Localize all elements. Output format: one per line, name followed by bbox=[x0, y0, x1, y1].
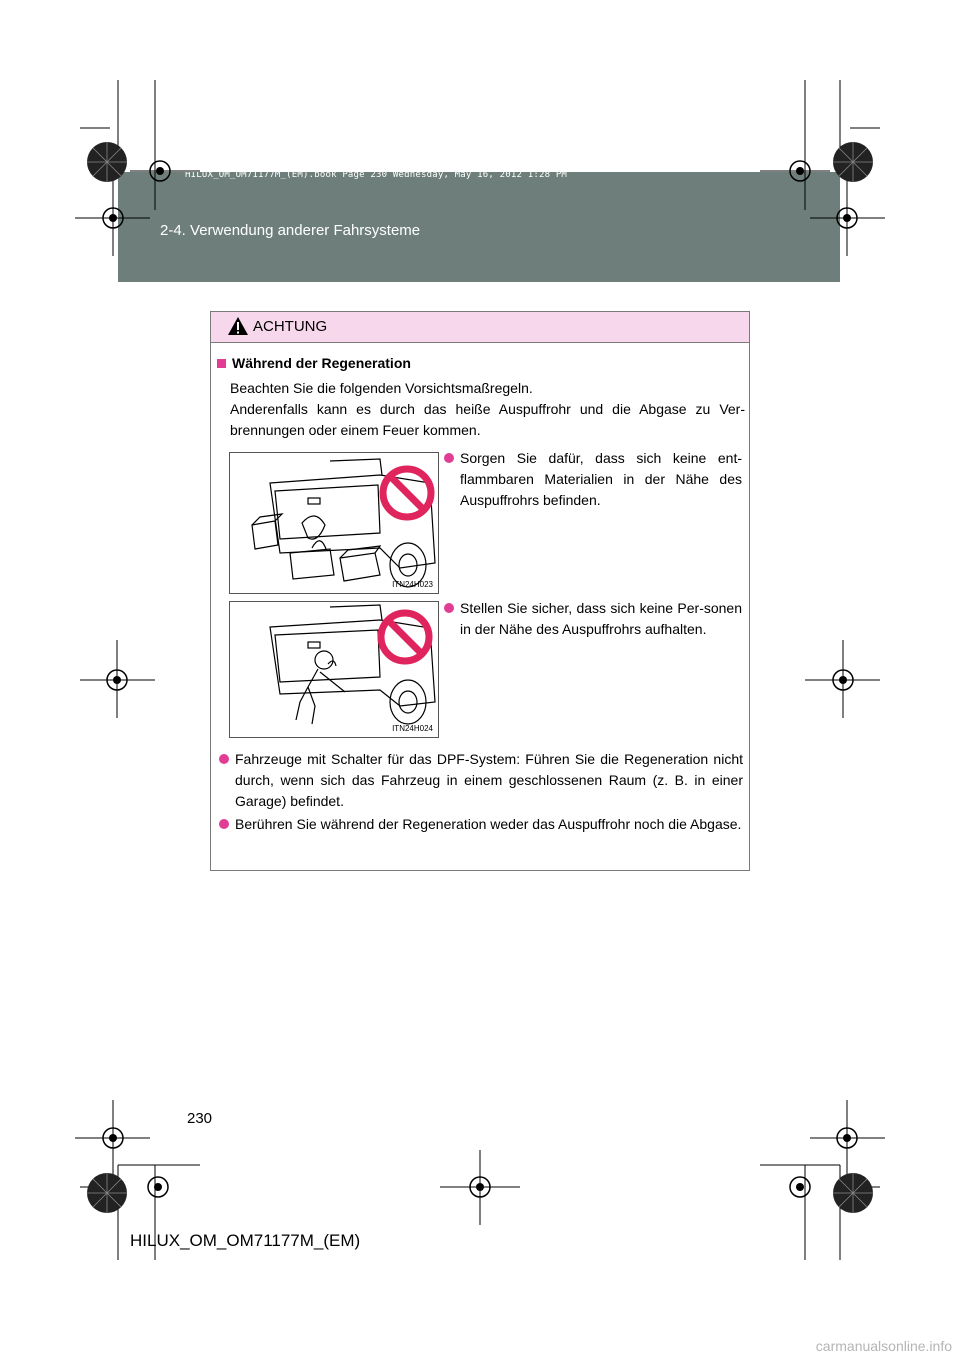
section-title: 2-4. Verwendung anderer Fahrsysteme bbox=[160, 222, 421, 239]
page-number: 230 bbox=[187, 1110, 213, 1127]
illustration-code: ITN24H023 bbox=[392, 580, 433, 589]
prohibition-icon bbox=[377, 609, 433, 665]
warning-box bbox=[210, 311, 750, 871]
intro-line-1: Beachten Sie die folgenden Vorsichtsmaßregeln. bbox=[230, 380, 533, 396]
list-item: Stellen Sie sicher, dass sich keine Per-sonen in der Nähe des Auspuffrohrs aufhalten. bbox=[444, 598, 742, 640]
section-heading bbox=[217, 355, 411, 371]
warning-label: ACHTUNG bbox=[253, 318, 328, 335]
watermark: carmanualsonline.info bbox=[815, 1338, 952, 1354]
list-item: Sorgen Sie dafür, dass sich keine ent-flammbaren Materialien in der Nähe des Auspuffrohrs befinden. bbox=[444, 448, 742, 511]
doc-code: HILUX_OM_OM71177M_(EM) bbox=[130, 1231, 361, 1250]
list-item: Fahrzeuge mit Schalter für das DPF-System: Führen Sie die Regeneration nicht durch, wenn sich das Fahrzeug in einem geschlossenen Raum (z. B. in einer Garage) befindet. bbox=[219, 749, 743, 812]
list-item: Berühren Sie während der Regeneration weder das Auspuffrohr noch die Abgase. bbox=[219, 814, 743, 835]
bullet-icon bbox=[219, 819, 229, 829]
bullet-icon bbox=[444, 603, 454, 613]
bullet-icon bbox=[444, 453, 454, 463]
illustration-code: ITN24H024 bbox=[392, 724, 433, 733]
prohibition-icon bbox=[379, 465, 435, 521]
square-bullet-icon bbox=[217, 359, 226, 368]
section-heading-text: Während der Regeneration bbox=[232, 355, 411, 371]
bullet-icon bbox=[219, 754, 229, 764]
intro-line-2: Anderenfalls kann es durch das heiße Auspuffrohr und die Abgase zu Ver-brennungen oder einem Feuer kommen. bbox=[230, 401, 745, 438]
warning-triangle-icon bbox=[227, 316, 249, 336]
book-stamp: HILUX_OM_OM71177M_(EM).book Page 230 Wednesday, May 16, 2012 1:28 PM bbox=[185, 170, 568, 180]
warning-header bbox=[211, 312, 749, 343]
